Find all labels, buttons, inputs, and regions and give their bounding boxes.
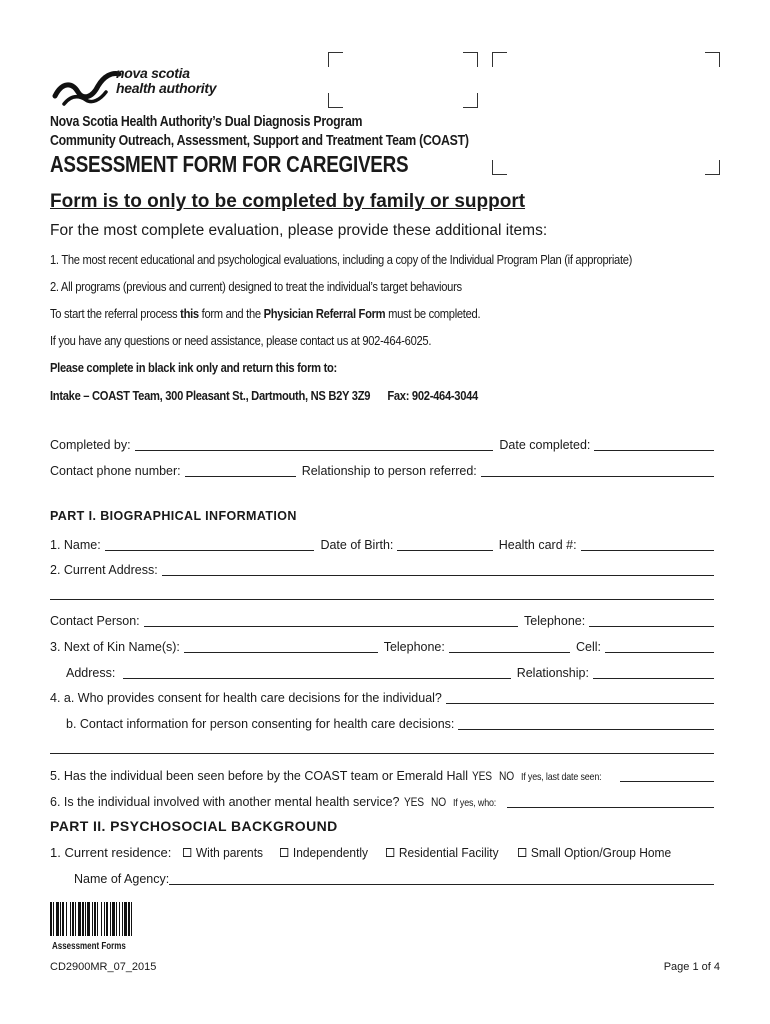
- consent-a-label: 4. a. Who provides consent for health care decisions for the individual?: [50, 691, 442, 705]
- checkbox-icon[interactable]: [183, 848, 191, 857]
- referral-form-name: Physician Referral Form: [263, 306, 386, 321]
- q6-label: 6. Is the individual involved with another mental health service?: [50, 795, 400, 809]
- option-label: Residential Facility: [398, 845, 499, 860]
- residence-row: [50, 845, 695, 860]
- consent-a-row: [50, 689, 714, 705]
- option-independently[interactable]: [280, 845, 368, 860]
- cell-label: Cell:: [575, 640, 601, 654]
- kin-address-field[interactable]: [123, 666, 510, 679]
- kin-relationship-label: Relationship:: [516, 666, 589, 680]
- next-of-kin-row: [50, 638, 714, 654]
- agency-row: [74, 870, 714, 886]
- q5-label: 5. Has the individual been seen before by the COAST team or Emerald Hall: [50, 769, 469, 783]
- consent-a-field[interactable]: [446, 691, 714, 704]
- barcode-bar: [132, 902, 134, 936]
- referral-post: must be completed.: [385, 306, 481, 321]
- part2-heading: PART II. PSYCHOSOCIAL BACKGROUND: [50, 818, 338, 834]
- telephone-label: Telephone:: [524, 614, 586, 628]
- q6-note: If yes, who:: [452, 797, 496, 809]
- wave-logo-icon: [52, 66, 122, 108]
- name-field[interactable]: [105, 538, 315, 551]
- option-label: With parents: [196, 845, 264, 860]
- contact-instruction: If you have any questions or need assistance, please contact us at 902-464-6025.: [50, 333, 432, 348]
- name-row: [50, 536, 714, 552]
- crop-mark: [328, 52, 343, 67]
- consent-line-2[interactable]: [50, 753, 714, 754]
- option-label: Independently: [293, 845, 369, 860]
- kin-telephone-label: Telephone:: [383, 640, 445, 654]
- q5-no[interactable]: NO: [499, 769, 515, 783]
- next-of-kin-label: 3. Next of Kin Name(s):: [50, 640, 180, 654]
- kin-telephone-field[interactable]: [449, 640, 570, 653]
- form-title: ASSESSMENT FORM FOR CAREGIVERS: [50, 151, 409, 177]
- telephone-field[interactable]: [589, 614, 714, 627]
- part1-heading: PART I. BIOGRAPHICAL INFORMATION: [50, 509, 297, 523]
- fax-number: Fax: 902-464-3044: [387, 388, 478, 403]
- option-residential-facility[interactable]: [386, 845, 499, 860]
- agency-label: Name of Agency:: [74, 872, 170, 886]
- kin-relationship-field[interactable]: [593, 666, 714, 679]
- q6-row: [50, 793, 714, 809]
- kin-address-label: Address:: [66, 666, 116, 680]
- form-subtitle: Form is to only to be completed by family or support: [50, 191, 526, 212]
- nsha-logo: [52, 66, 222, 108]
- current-address-field[interactable]: [162, 563, 714, 576]
- crop-mark: [492, 160, 507, 175]
- lead-text: For the most complete evaluation, please provide these additional items:: [50, 222, 548, 239]
- return-address: [50, 388, 478, 403]
- logo-line1: nova scotia: [116, 65, 190, 81]
- next-of-kin-field[interactable]: [184, 640, 378, 653]
- q5-note: If yes, last date seen:: [521, 771, 602, 783]
- crop-mark: [463, 93, 478, 108]
- date-completed-field[interactable]: [594, 438, 714, 451]
- consent-b-label: b. Contact information for person consenting for health care decisions:: [66, 717, 455, 731]
- return-note: Please complete in black ink only and return this form to:: [50, 360, 337, 375]
- contact-person-row: [50, 612, 714, 628]
- instruction-item-1: 1. The most recent educational and psychological evaluations, including a copy of the Individual Program Plan (if appropriate): [50, 252, 633, 267]
- instruction-item-2: 2. All programs (previous and current) designed to treat the individual’s target behaviours: [50, 279, 462, 294]
- option-label: Small Option/Group Home: [531, 845, 672, 860]
- dob-label: Date of Birth:: [320, 538, 394, 552]
- q5-date-field[interactable]: [620, 769, 714, 782]
- option-small-option-group-home[interactable]: [518, 845, 671, 860]
- checkbox-icon[interactable]: [280, 848, 288, 857]
- q6-who-field[interactable]: [507, 795, 714, 808]
- referral-this: this: [180, 306, 199, 321]
- contact-person-label: Contact Person:: [50, 614, 140, 628]
- crop-mark: [492, 52, 507, 67]
- crop-mark: [705, 160, 720, 175]
- agency-field[interactable]: [169, 872, 714, 885]
- completed-by-label: Completed by:: [50, 438, 131, 452]
- health-card-field[interactable]: [581, 538, 714, 551]
- barcode: [50, 902, 200, 936]
- relationship-label: Relationship to person referred:: [301, 464, 477, 478]
- crop-mark: [705, 52, 720, 67]
- crop-mark: [463, 52, 478, 67]
- q6-yes[interactable]: YES: [403, 795, 424, 809]
- residence-label: 1. Current residence:: [50, 845, 172, 860]
- form-code: CD2900MR_07_2015: [50, 961, 157, 973]
- consent-b-row: [66, 715, 714, 731]
- contact-phone-row: [50, 462, 714, 478]
- current-address-row: [50, 561, 714, 577]
- referral-pre: To start the referral process: [50, 306, 181, 321]
- relationship-field[interactable]: [481, 464, 714, 477]
- referral-mid: form and the: [198, 306, 264, 321]
- address-line-2[interactable]: [50, 599, 714, 600]
- cell-field[interactable]: [605, 640, 714, 653]
- team-name: Community Outreach, Assessment, Support and Treatment Team (COAST): [50, 133, 469, 149]
- referral-instruction: [50, 306, 480, 321]
- checkbox-icon[interactable]: [518, 848, 526, 857]
- contact-person-field[interactable]: [144, 614, 518, 627]
- crop-mark: [328, 93, 343, 108]
- name-label: 1. Name:: [50, 538, 101, 552]
- dob-field[interactable]: [397, 538, 492, 551]
- current-address-label: 2. Current Address:: [50, 563, 158, 577]
- program-name: Nova Scotia Health Authority’s Dual Diagnosis Program: [50, 114, 363, 130]
- logo-line2: health authority: [116, 80, 217, 96]
- completed-by-field[interactable]: [135, 438, 494, 451]
- q5-yes[interactable]: YES: [472, 769, 492, 783]
- consent-b-field[interactable]: [458, 717, 714, 730]
- barcode-caption: Assessment Forms: [52, 941, 126, 952]
- contact-phone-label: Contact phone number:: [50, 464, 181, 478]
- option-with-parents[interactable]: [183, 845, 263, 860]
- kin-address-row: [66, 664, 714, 680]
- date-completed-label: Date completed:: [499, 438, 591, 452]
- contact-phone-field[interactable]: [185, 464, 296, 477]
- intake-address: Intake – COAST Team, 300 Pleasant St., Dartmouth, NS B2Y 3Z9: [50, 388, 371, 403]
- q5-row: [50, 767, 714, 783]
- checkbox-icon[interactable]: [386, 848, 394, 857]
- completed-by-row: [50, 436, 714, 452]
- page-number: Page 1 of 4: [663, 961, 720, 973]
- health-card-label: Health card #:: [498, 538, 577, 552]
- q6-no[interactable]: NO: [430, 795, 446, 809]
